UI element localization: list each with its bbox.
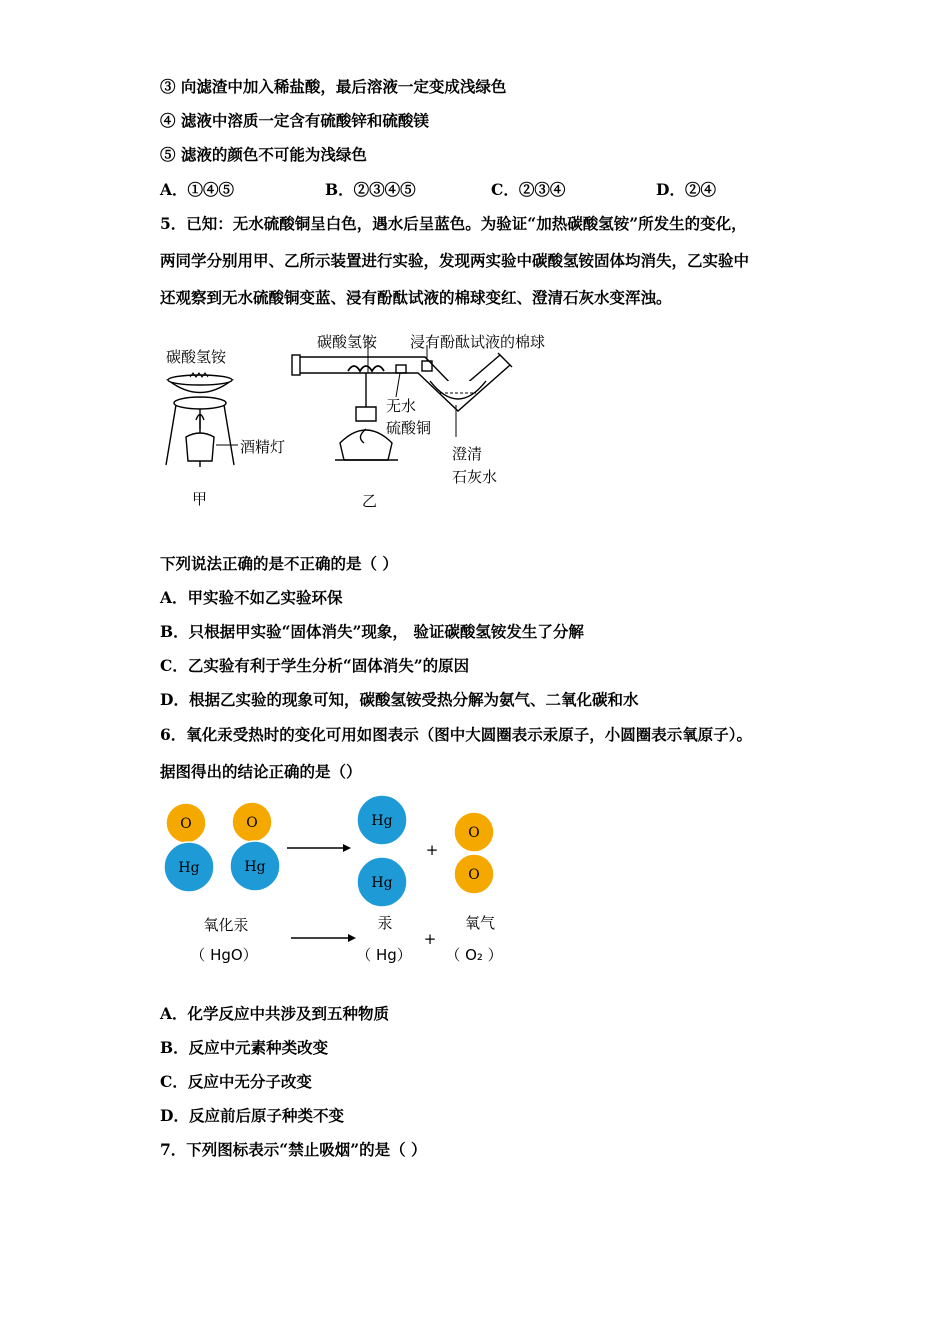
q7-text-line-1: 7．下列图标表示“禁止吸烟”的是（ ） (160, 1140, 427, 1159)
label-copper-sulfate: 硫酸铜 (386, 419, 432, 437)
q6-option-a: A．化学反应中共涉及到五种物质 (160, 1004, 390, 1023)
label-anhydrous-1: 无水 (386, 397, 417, 415)
q5-text-line-2: 两同学分别用甲、乙所示装置进行实验，发现两实验中碳酸氢铵固体均消失，乙实验中 (160, 251, 750, 270)
q5-text-line-3: 还观察到无水硫酸铜变蓝、浸有酚酞试液的棉球变红、澄清石灰水变浑浊。 (160, 288, 672, 307)
q6-text-line-1: 6．氧化汞受热时的变化可用如图表示（图中大圆圈表示汞原子，小圆圈表示氧原子）。 (160, 725, 753, 744)
mercury-atom-label: Hg (371, 813, 393, 829)
oxygen-atom-label: O (246, 815, 258, 831)
label-clear-lime-2: 石灰水 (452, 468, 498, 486)
q4-option-b: B．②③④⑤ (325, 180, 416, 199)
q5-text-line-1: 5．已知：无水硫酸铜呈白色，遇水后呈蓝色。为验证“加热碳酸氢铵”所发生的变化， (160, 214, 747, 233)
oxygen-atom-label: O (468, 825, 480, 841)
q4-option-c: C．②③④ (491, 180, 566, 199)
q5-option-b: B．只根据甲实验“固体消失”现象， 验证碳酸氢铵发生了分解 (160, 622, 584, 641)
q4-statement-5: ⑤ 滤液的颜色不可能为浅绿色 (160, 145, 367, 164)
label-yi: 乙 (362, 492, 378, 510)
q6-option-b: B．反应中元素种类改变 (160, 1038, 329, 1057)
label-clear-lime-1: 澄清 (452, 445, 483, 463)
plus-sign-bottom: + (423, 930, 437, 948)
q6-option-d: D．反应前后原子种类不变 (160, 1106, 344, 1125)
name-mercury-oxide: 氧化汞 (203, 916, 249, 934)
label-phenolphthalein-cotton: 浸有酚酞试液的棉球 (410, 333, 546, 351)
q5-apparatus-figure (160, 325, 590, 520)
mercury-atom-label: Hg (244, 859, 266, 875)
mercury-atom-label: Hg (371, 875, 393, 891)
q6-text-line-2: 据图得出的结论正确的是（） (160, 762, 362, 781)
q6-option-c: C．反应中无分子改变 (160, 1072, 312, 1091)
q6-reaction-figure (160, 795, 510, 970)
q4-option-a: A．①④⑤ (160, 180, 235, 199)
reaction-arrow-bottom (291, 934, 356, 942)
name-mercury: 汞 (377, 914, 393, 932)
q5-option-a: A．甲实验不如乙实验环保 (160, 588, 343, 607)
oxygen-atom-label: O (468, 867, 480, 883)
label-jia: 甲 (192, 490, 208, 508)
q5-option-d: D．根据乙实验的现象可知，碳酸氢铵受热分解为氨气、二氧化碳和水 (160, 690, 639, 709)
apparatus-jia (166, 373, 238, 467)
formula-hgo: （ HgO） (190, 946, 258, 964)
q5-stem: 下列说法正确的是不正确的是（ ） (160, 554, 398, 573)
mercury-atom-label: Hg (178, 860, 200, 876)
name-oxygen: 氧气 (464, 914, 496, 932)
label-alcohol-lamp: 酒精灯 (240, 438, 286, 456)
q4-statement-4: ④ 滤液中溶质一定含有硫酸锌和硫酸镁 (160, 111, 429, 130)
q4-statement-3: ③ 向滤渣中加入稀盐酸，最后溶液一定变成浅绿色 (160, 77, 507, 96)
formula-o2: （ O₂ ） (445, 946, 503, 964)
formula-hg: （ Hg） (356, 946, 412, 964)
q5-option-c: C．乙实验有利于学生分析“固体消失”的原因 (160, 656, 470, 675)
label-ammonium-bicarbonate-a: 碳酸氢铵 (166, 348, 227, 366)
label-ammonium-bicarbonate-b: 碳酸氢铵 (317, 333, 378, 351)
reaction-arrow-top (287, 844, 351, 852)
plus-sign-top: + (425, 841, 439, 859)
q4-option-d: D．②④ (656, 180, 716, 199)
oxygen-atom-label: O (180, 816, 192, 832)
